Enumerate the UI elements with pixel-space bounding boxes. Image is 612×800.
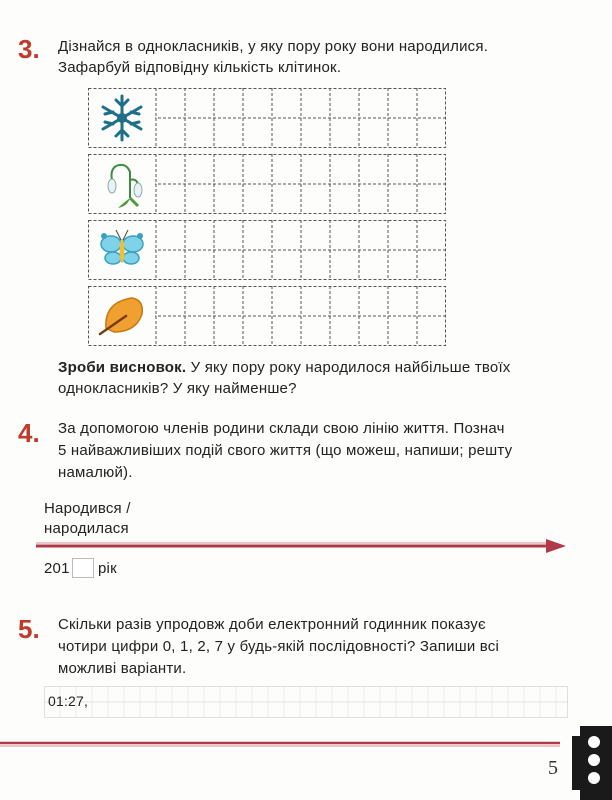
- task-3-text-line-1: Дізнайся в однокласників, у яку пору року вони народилися.: [58, 38, 489, 55]
- task-3-number: 3.: [18, 34, 40, 64]
- seasons-grid: [88, 88, 446, 346]
- grid-row-summer[interactable]: [88, 220, 446, 280]
- task-3-conclusion-line-2: однокласників? У яку найменше?: [58, 380, 297, 397]
- task-4-text-line-2: 5 найважливіших подій свого життя (що можеш, напиши; решту: [58, 442, 513, 459]
- year-digit-input[interactable]: [72, 558, 94, 578]
- page-number: 5: [548, 757, 558, 779]
- conclusion-label: Зроби висновок.: [58, 359, 187, 376]
- leaf-icon: [96, 290, 148, 342]
- task-5-text-line-3: можливі варіанти.: [58, 660, 187, 677]
- task-3-conclusion-line-1: [58, 357, 511, 379]
- grid-row-winter[interactable]: [88, 88, 446, 148]
- snowflake-icon: [96, 92, 148, 144]
- task-4-text-line-3: намалюй).: [58, 464, 133, 481]
- snowdrop-flower-icon: [96, 158, 148, 210]
- task-5-text-line-1: Скільки разів упродовж доби електронний годинник показує: [58, 616, 486, 633]
- grid-row-spring[interactable]: [88, 154, 446, 214]
- year-suffix: рік: [98, 560, 117, 577]
- year-prefix: 201: [44, 560, 70, 577]
- born-label-line-2: народилася: [44, 520, 129, 537]
- conclusion-question: У яку пору року народилося найбільше твоїх: [186, 359, 511, 376]
- answer-start-text: 01:27,: [48, 693, 89, 709]
- task-4-text-line-1: За допомогою членів родини склади свою лінію життя. Познач: [58, 420, 505, 437]
- task-3-text-line-2: Зафарбуй відповідну кількість клітинок.: [58, 59, 342, 76]
- butterfly-icon: [96, 224, 148, 276]
- task-4-number: 4.: [18, 418, 40, 448]
- task-5-text-line-2: чотири цифри 0, 1, 2, 7 у будь-якій послідовності? Запиши всі: [58, 638, 500, 655]
- answer-grid[interactable]: [44, 686, 568, 718]
- film-strip-decoration: [572, 726, 612, 800]
- task-5-number: 5.: [18, 614, 40, 644]
- grid-row-autumn[interactable]: [88, 286, 446, 346]
- life-timeline-arrow[interactable]: [36, 538, 566, 554]
- born-label-line-1: Народився /: [44, 500, 131, 517]
- bottom-divider: [0, 740, 560, 748]
